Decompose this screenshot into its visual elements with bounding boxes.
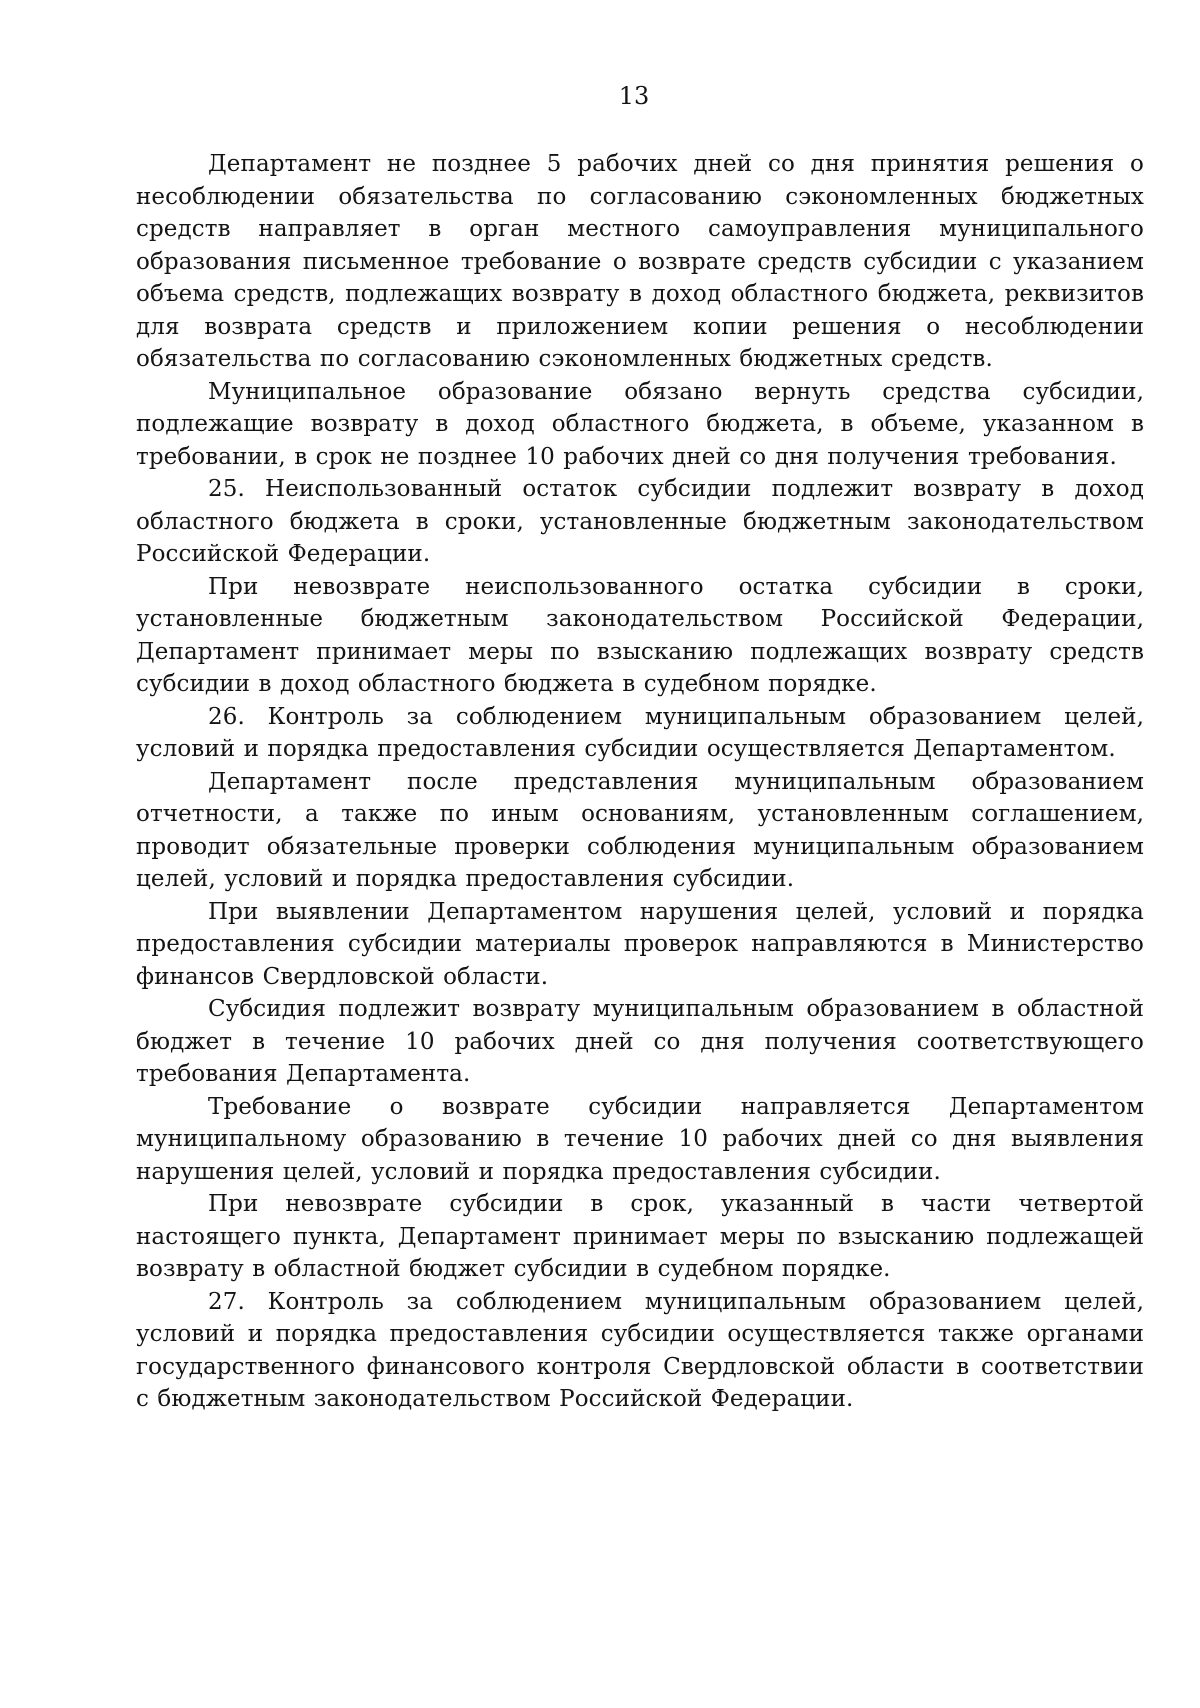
paragraph: Требование о возврате субсидии направляется Департаментом муниципальному образованию в течение 10 рабочих дней со дня выявления нарушения целей, условий и порядка предоставления субсидии. [136,1093,1144,1185]
paragraph: 27. Контроль за соблюдением муниципальным образованием целей, условий и порядка предоставления субсидии осуществляется также органами государственного финансового контроля Свердловской области в соответствии с бюджетным законодательством Российской Федерации. [136,1288,1144,1412]
paragraph: 26. Контроль за соблюдением муниципальным образованием целей, условий и порядка предоставления субсидии осуществляется Департаментом. [136,703,1144,762]
paragraph: Муниципальное образование обязано вернуть средства субсидии, подлежащие возврату в доход областного бюджета, в объеме, указанном в требовании, в срок не позднее 10 рабочих дней со дня получения требования. [136,378,1144,470]
paragraph: 25. Неиспользованный остаток субсидии подлежит возврату в доход областного бюджета в сроки, установленные бюджетным законодательством Российской Федерации. [136,476,1144,567]
page-number: 13 [618,82,650,110]
paragraph: Департамент не позднее 5 рабочих дней со дня принятия решения о несоблюдении обязательства по согласованию сэкономленных бюджетных средств направляет в орган местного самоуправления муниципального образования письменное требование о возврате средств субсидии с указанием объема средств, подлежащих возврату в доход областного бюджета, реквизитов для возврата средств и приложением копии решения о несоблюдении обязательства по согласованию сэкономленных бюджетных средств. [136,151,1144,372]
paragraph: При выявлении Департаментом нарушения целей, условий и порядка предоставления субсидии материалы проверок направляются в Министерство финансов Свердловской области. [136,898,1144,990]
paragraph: Субсидия подлежит возврату муниципальным образованием в областной бюджет в течение 10 рабочих дней со дня получения соответствующего требования Департамента. [136,996,1144,1087]
paragraph: При невозврате субсидии в срок, указанный в части четвертой настоящего пункта, Департамент принимает меры по взысканию подлежащей возврату в областной бюджет субсидии в судебном порядке. [136,1191,1144,1282]
document-body [136,148,1144,1416]
paragraph: При невозврате неиспользованного остатка субсидии в сроки, установленные бюджетным законодательством Российской Федерации, Департамент принимает меры по взысканию подлежащих возврату средств субсидии в доход областного бюджета в судебном порядке. [136,573,1144,697]
paragraph: Департамент после представления муниципальным образованием отчетности, а также по иным основаниям, установленным соглашением, проводит обязательные проверки соблюдения муниципальным образованием целей, условий и порядка предоставления субсидии. [136,768,1144,892]
